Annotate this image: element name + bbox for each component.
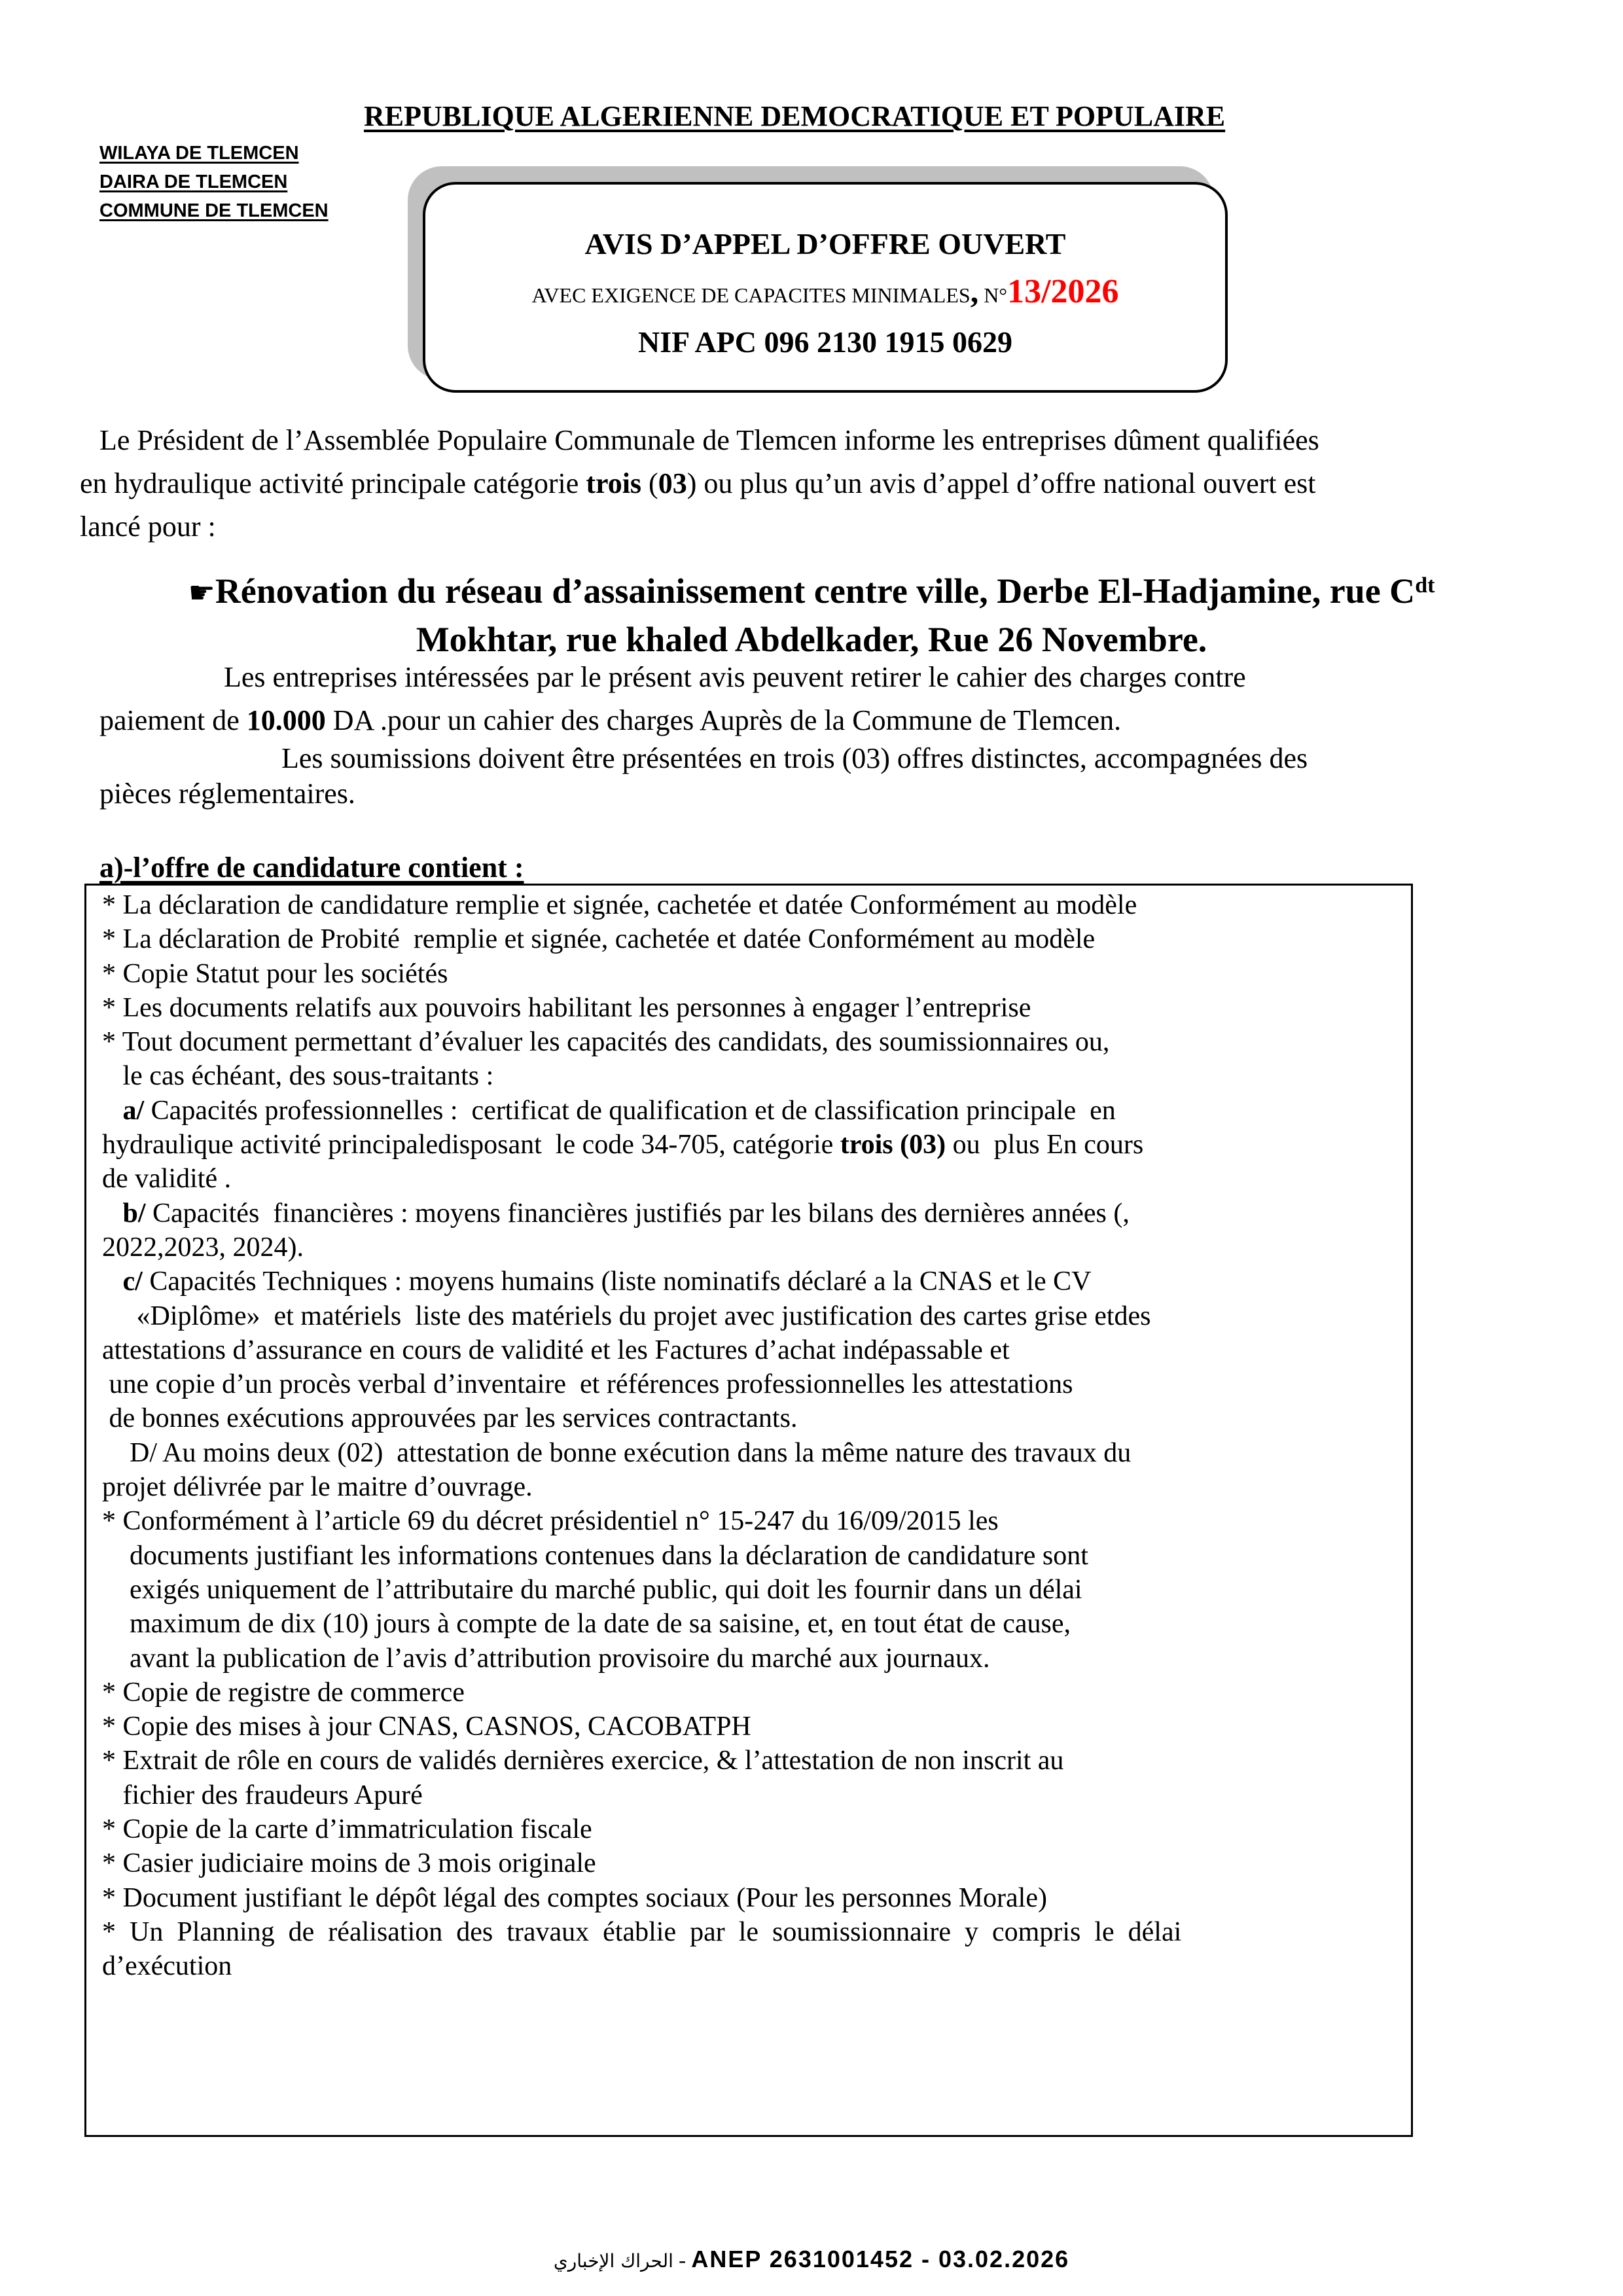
wilaya-label: WILAYA DE TLEMCEN bbox=[99, 143, 299, 164]
intro-text: ( bbox=[641, 467, 658, 499]
administration-block bbox=[99, 139, 329, 225]
requirement-line: * La déclaration de Probité remplie et signée, cachetée et datée Conformément au modèle bbox=[102, 924, 1096, 955]
requirement-line: * La déclaration de candidature remplie et signée, cachetée et datée Conformément au modèle bbox=[102, 890, 1137, 920]
requirement-line: a/ Capacités professionnelles : certificat de qualification et de classification principale en bbox=[122, 1095, 1116, 1126]
project-title-text: Rénovation du réseau d’assainissement centre ville, Derbe El-Hadjamine, rue C bbox=[215, 571, 1416, 611]
requirement-line: le cas échéant, des sous-traitants : bbox=[102, 1061, 494, 1092]
requirement-line: de validité . bbox=[102, 1164, 232, 1194]
requirement-line: exigés uniquement de l’attributaire du marché public, qui doit les fournir dans un délai bbox=[102, 1574, 1082, 1605]
number-prefix: N° bbox=[978, 283, 1008, 307]
soumissions-line-2: pièces réglementaires. bbox=[99, 778, 355, 810]
footer-separator: - bbox=[673, 2249, 692, 2272]
intro-line-1: Le Président de l’Assemblée Populaire Communale de Tlemcen informe les entreprises dûment qualifiées bbox=[99, 424, 1319, 456]
project-title-line-1 bbox=[0, 567, 1623, 617]
requirement-line: * Un Planning de réalisation des travaux établie par le soumissionnaire y compris le délai bbox=[102, 1916, 1182, 1947]
requirement-line: maximum de dix (10) jours à compte de la date de sa saisine, et, en tout état de cause, bbox=[102, 1609, 1071, 1640]
requirement-line: * Tout document permettant d’évaluer les capacités des candidats, des soumissionnaires ou, bbox=[102, 1027, 1110, 1058]
retrait-line-2 bbox=[99, 699, 1121, 742]
intro-text: en hydraulique activité principale catégorie bbox=[80, 467, 586, 499]
requirement-line: 2022,2023, 2024). bbox=[102, 1232, 304, 1263]
requirement-line: d’exécution bbox=[102, 1951, 232, 1982]
section-a-heading: a)-l’offre de candidature contient : bbox=[99, 852, 524, 884]
commune-label: COMMUNE DE TLEMCEN bbox=[99, 200, 329, 221]
intro-category-bold: trois bbox=[586, 467, 642, 499]
requirement-line: * Casier judiciaire moins de 3 mois originale bbox=[102, 1848, 596, 1879]
notice-subtitle bbox=[425, 272, 1225, 311]
requirement-line: * Copie Statut pour les sociétés bbox=[102, 958, 448, 989]
daira-label: DAIRA DE TLEMCEN bbox=[99, 171, 288, 192]
nif-number: NIF APC 096 2130 1915 0629 bbox=[637, 325, 1012, 359]
subtitle-comma: , bbox=[970, 273, 979, 310]
notice-number: 13/2026 bbox=[1007, 273, 1119, 310]
retrait-text: DA .pour un cahier des charges Auprès de la Commune de Tlemcen. bbox=[325, 704, 1122, 736]
requirements-list bbox=[102, 888, 1181, 1984]
title-box bbox=[423, 182, 1228, 393]
pointing-hand-icon: ☛ bbox=[188, 575, 215, 610]
requirement-line: * Conformément à l’article 69 du décret présidentiel n° 15-247 du 16/09/2015 les bbox=[102, 1506, 999, 1537]
requirement-line: documents justifiant les informations contenues dans la déclaration de candidature sont bbox=[102, 1540, 1088, 1571]
requirement-line: projet délivrée par le maitre d’ouvrage. bbox=[102, 1472, 533, 1503]
requirement-line: * Les documents relatifs aux pouvoirs habilitant les personnes à engager l’entreprise bbox=[102, 992, 1031, 1023]
newspaper-name: الحراك الإخباري bbox=[553, 2250, 673, 2272]
intro-category-number: 03 bbox=[658, 467, 687, 499]
intro-line-3: lancé pour : bbox=[80, 511, 216, 543]
subtitle-text: AVEC EXIGENCE DE CAPACITES MINIMALES bbox=[531, 283, 971, 307]
project-title-superscript: dt bbox=[1415, 573, 1435, 598]
notice-title: AVIS D’APPEL D’OFFRE OUVERT bbox=[584, 227, 1066, 260]
requirements-box bbox=[84, 884, 1413, 2137]
requirement-line: * Copie de registre de commerce bbox=[102, 1677, 465, 1708]
republic-heading: REPUBLIQUE ALGERIENNE DEMOCRATIQUE ET POPULAIRE bbox=[364, 100, 1226, 132]
requirement-line: fichier des fraudeurs Apuré bbox=[102, 1780, 423, 1810]
requirement-line: une copie d’un procès verbal d’inventaire et références professionnelles les attestations bbox=[102, 1369, 1073, 1400]
requirement-line: * Copie des mises à jour CNAS, CASNOS, CACOBATPH bbox=[102, 1712, 751, 1742]
retrait-price: 10.000 bbox=[246, 704, 326, 736]
requirement-line: * Copie de la carte d’immatriculation fiscale bbox=[102, 1814, 592, 1845]
requirement-line: avant la publication de l’avis d’attribution provisoire du marché aux journaux. bbox=[102, 1643, 990, 1674]
intro-text: ) ou plus qu’un avis d’appel d’offre national ouvert est bbox=[687, 467, 1316, 499]
requirement-line: «Diplôme» et matériels liste des matériels du projet avec justification des cartes grise etdes bbox=[102, 1300, 1151, 1331]
intro-line-2 bbox=[80, 462, 1316, 505]
requirement-line: c/ Capacités Techniques : moyens humains (liste nominatifs déclaré a la CNAS et le CV bbox=[122, 1266, 1092, 1297]
requirement-line: attestations d’assurance en cours de validité et les Factures d’achat indépassable et bbox=[102, 1335, 1010, 1365]
requirement-line: D/ Au moins deux (02) attestation de bonne exécution dans la même nature des travaux du bbox=[102, 1437, 1132, 1468]
requirement-line: hydraulique activité principaledisposant le code 34-705, catégorie trois (03) ou plus En cours bbox=[102, 1130, 1144, 1160]
requirement-line: * Extrait de rôle en cours de validés dernières exercice, & l’attestation de non inscrit au bbox=[102, 1746, 1064, 1776]
project-title-line-2: Mokhtar, rue khaled Abdelkader, Rue 26 Novembre. bbox=[416, 620, 1207, 659]
requirement-line: * Document justifiant le dépôt légal des comptes sociaux (Pour les personnes Morale) bbox=[102, 1882, 1047, 1913]
requirement-line: de bonnes exécutions approuvées par les services contractants. bbox=[102, 1403, 798, 1434]
soumissions-line-1: Les soumissions doivent être présentées en trois (03) offres distinctes, accompagnées des bbox=[281, 742, 1308, 774]
retrait-line-1: Les entreprises intéressées par le présent avis peuvent retirer le cahier des charges contre bbox=[224, 661, 1246, 693]
anep-reference: ANEP 2631001452 - 03.02.2026 bbox=[691, 2246, 1070, 2272]
requirement-line: b/ Capacités financières : moyens financières justifiés par les bilans des dernières années (, bbox=[122, 1198, 1130, 1229]
retrait-text: paiement de bbox=[99, 704, 247, 736]
publication-footer bbox=[0, 2246, 1623, 2273]
